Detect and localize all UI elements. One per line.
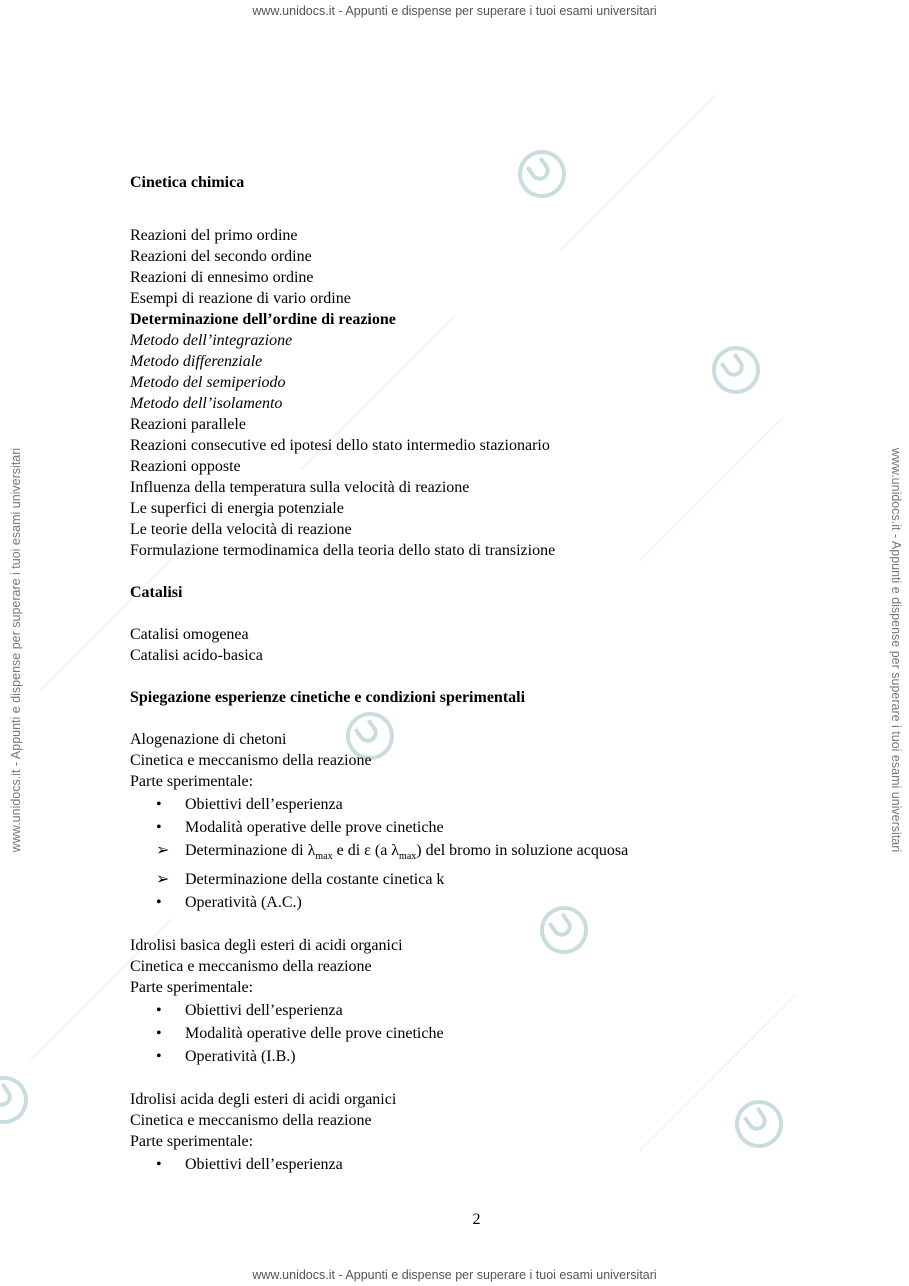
bullet-icon: • — [156, 1048, 162, 1066]
section-title-spiegazione: Spiegazione esperienze cinetiche e condizioni sperimentali — [130, 689, 526, 706]
list-item — [130, 839, 830, 868]
bullet-list — [130, 793, 830, 914]
list-item-text: Operatività (A.C.) — [185, 894, 302, 912]
list-item-text: ) del bromo in soluzione acquosa — [416, 842, 629, 859]
subscript: max — [399, 851, 417, 863]
toc-item-method: Metodo dell’isolamento — [130, 395, 283, 412]
toc-item: Catalisi omogenea — [130, 626, 249, 643]
list-item — [130, 816, 830, 839]
list-item — [130, 1153, 830, 1176]
bullet-icon: • — [156, 1156, 162, 1174]
document-body — [130, 172, 830, 1176]
page-number: 2 — [472, 1211, 481, 1228]
experiment-title: Idrolisi acida degli esteri di acidi organici — [130, 1091, 397, 1109]
subscript: max — [315, 851, 333, 863]
list-item-text: Modalità operative delle prove cinetiche — [185, 819, 444, 836]
section-title-cinetica: Cinetica chimica — [130, 174, 245, 191]
toc-item: Parte sperimentale: — [130, 773, 254, 790]
toc-item: Reazioni consecutive ed ipotesi dello stato intermedio stazionario — [130, 437, 550, 454]
list-item-text: e di ε (a λ — [332, 842, 400, 859]
list-item-text: Determinazione della costante cinetica k — [185, 871, 445, 889]
list-item-text: Modalità operative delle prove cinetiche — [185, 1025, 444, 1043]
watermark-left: www.unidocs.it - Appunti e dispense per superare i tuoi esami universitari — [9, 447, 23, 853]
list-item — [130, 868, 830, 891]
bullet-icon: • — [156, 796, 162, 813]
arrow-bullet-icon: ➢ — [156, 842, 170, 859]
bullet-list — [130, 999, 830, 1068]
list-item — [130, 999, 830, 1022]
experiment-title: Alogenazione di chetoni — [130, 731, 287, 748]
watermark-right: www.unidocs.it - Appunti e dispense per superare i tuoi esami universitari — [889, 447, 903, 853]
list-item-text: Operatività (I.B.) — [185, 1048, 296, 1066]
bullet-list — [130, 1153, 830, 1176]
watermark-top: www.unidocs.it - Appunti e dispense per superare i tuoi esami universitari — [252, 4, 657, 18]
toc-item: Le teorie della velocità di reazione — [130, 521, 352, 538]
watermark-bottom: www.unidocs.it - Appunti e dispense per superare i tuoi esami universitari — [252, 1268, 657, 1282]
toc-item: Reazioni del primo ordine — [130, 227, 298, 244]
list-item — [130, 1022, 830, 1045]
toc-item: Reazioni parallele — [130, 416, 246, 433]
toc-item: Le superfici di energia potenziale — [130, 500, 344, 517]
arrow-bullet-icon: ➢ — [156, 871, 170, 889]
list-item-text: Determinazione di λ — [185, 842, 316, 859]
toc-item-method: Metodo del semiperiodo — [130, 374, 286, 391]
bullet-icon: • — [156, 1002, 162, 1020]
list-item — [130, 891, 830, 914]
toc-item: Catalisi acido-basica — [130, 647, 263, 664]
toc-item: Influenza della temperatura sulla velocità di reazione — [130, 479, 470, 496]
toc-item: Formulazione termodinamica della teoria dello stato di transizione — [130, 542, 556, 559]
toc-item: Cinetica e meccanismo della reazione — [130, 752, 372, 769]
bullet-icon: • — [156, 1025, 162, 1043]
experiment-title: Idrolisi basica degli esteri di acidi organici — [130, 937, 403, 955]
unidocs-logo-icon — [0, 1067, 37, 1134]
toc-item-method: Metodo dell’integrazione — [130, 332, 293, 349]
toc-item-subheading: Determinazione dell’ordine di reazione — [130, 311, 396, 328]
toc-item: Cinetica e meccanismo della reazione — [130, 1112, 372, 1130]
list-item-text: Obiettivi dell’esperienza — [185, 1002, 343, 1020]
bullet-icon: • — [156, 819, 162, 836]
list-item — [130, 793, 830, 816]
list-item — [130, 1045, 830, 1068]
toc-item: Cinetica e meccanismo della reazione — [130, 958, 372, 976]
toc-item: Parte sperimentale: — [130, 979, 254, 997]
toc-item: Reazioni opposte — [130, 458, 241, 475]
toc-item: Reazioni di ennesimo ordine — [130, 269, 314, 286]
bullet-icon: • — [156, 894, 162, 912]
toc-item: Esempi di reazione di vario ordine — [130, 290, 351, 307]
toc-item: Reazioni del secondo ordine — [130, 248, 312, 265]
section-title-catalisi: Catalisi — [130, 584, 183, 601]
toc-item-method: Metodo differenziale — [130, 353, 263, 370]
list-item-text: Obiettivi dell’esperienza — [185, 1156, 343, 1174]
toc-item: Parte sperimentale: — [130, 1133, 254, 1151]
list-item-text: Obiettivi dell’esperienza — [185, 796, 343, 813]
